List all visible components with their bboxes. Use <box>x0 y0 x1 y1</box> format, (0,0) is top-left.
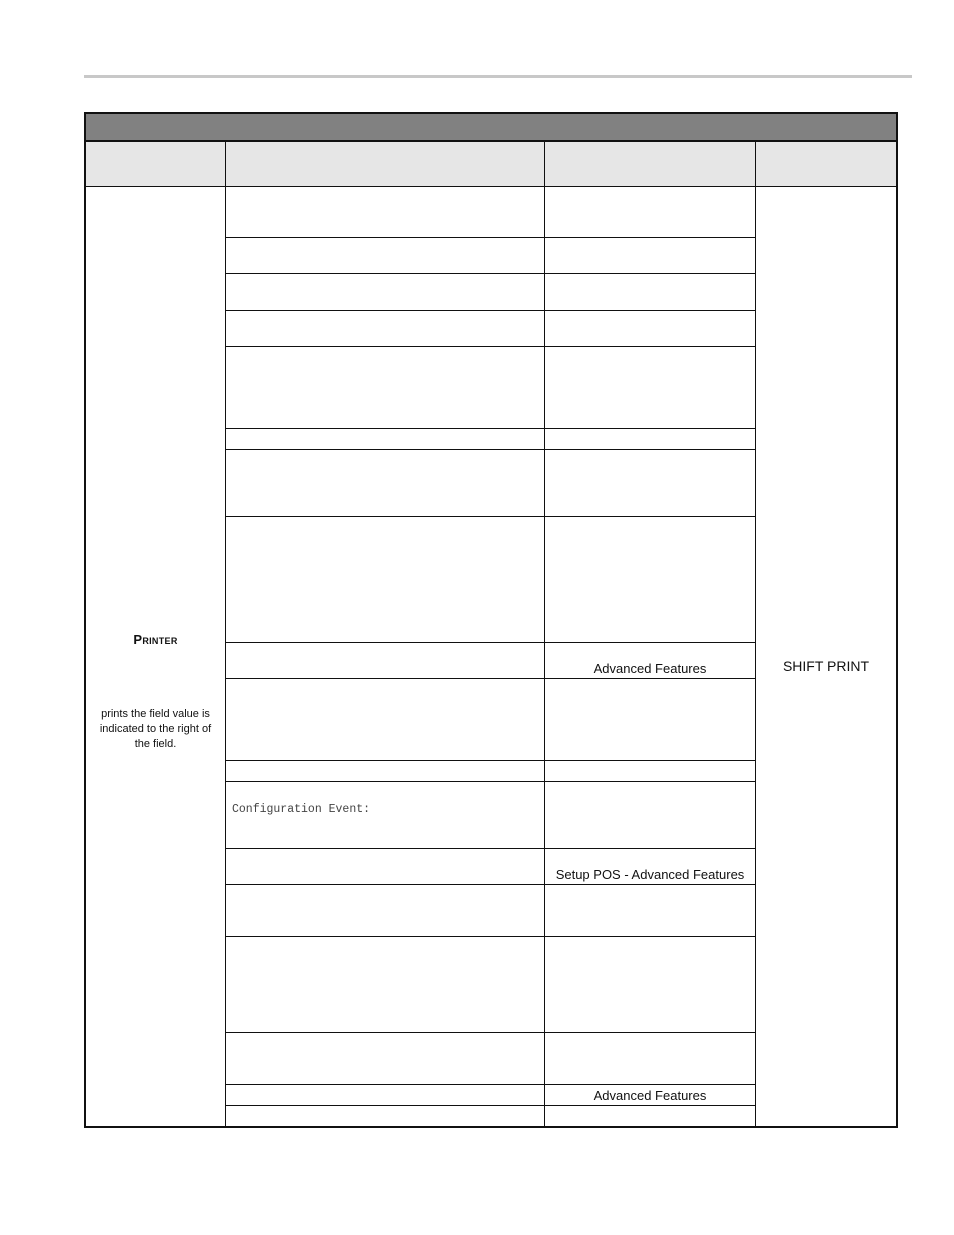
row-divider <box>226 1084 755 1085</box>
header-rule <box>84 75 912 78</box>
menu-setup-pos-advanced: Setup POS - Advanced Features <box>555 867 745 882</box>
column-divider <box>544 142 545 1126</box>
row-divider <box>226 678 755 679</box>
row-divider <box>226 1032 755 1033</box>
row-divider <box>226 781 755 782</box>
row-divider <box>226 273 755 274</box>
printer-note: prints the field value is indicated to the right of the field. <box>99 708 212 750</box>
row-divider <box>226 346 755 347</box>
row-divider <box>226 760 755 761</box>
printer-heading: Printer <box>133 632 178 647</box>
row-divider <box>226 884 755 885</box>
column-divider <box>755 142 756 1126</box>
row-divider <box>226 310 755 311</box>
row-divider <box>226 516 755 517</box>
configuration-event-label: Configuration Event: <box>232 803 371 816</box>
row-divider <box>226 936 755 937</box>
row-divider <box>226 1105 755 1106</box>
menu-advanced-features: Advanced Features <box>593 1088 707 1103</box>
row-divider <box>226 449 755 450</box>
table-title-bar <box>86 114 896 142</box>
row-divider <box>226 642 755 643</box>
row-divider <box>226 237 755 238</box>
shift-print-action: SHIFT PRINT <box>782 658 870 674</box>
table-header-row <box>86 142 896 187</box>
column-divider <box>225 142 226 1126</box>
row-divider <box>226 848 755 849</box>
field-reference-table <box>84 112 898 1128</box>
row-divider <box>226 428 755 429</box>
menu-advanced-features: Advanced Features <box>593 661 707 676</box>
